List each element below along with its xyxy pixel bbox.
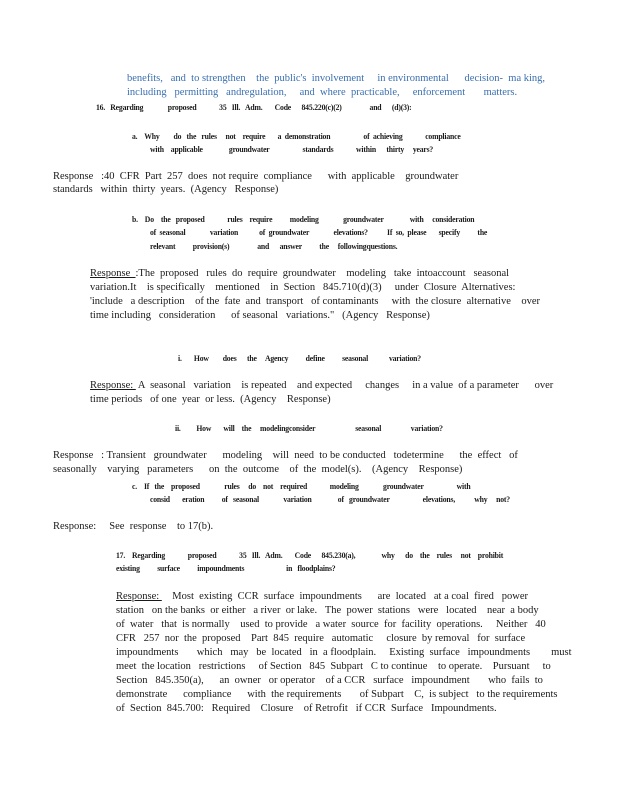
q16bii-question: ii. How will the modelingconsider seasonal variation?: [175, 424, 443, 433]
q16a-response-line-1: Response :40 CFR Part 257 does not require compliance with applicable groundwater: [53, 171, 459, 182]
q17-header-line-1: 17. Regarding proposed 35 Ill. Adm. Code 845.230(a), why do the rules not prohibit: [116, 551, 504, 560]
q17-response-line-2: station on the banks or either a river or lake. The power stations were located near a body: [116, 605, 539, 616]
q16b-question-line-3: relevant provision(s) and answer the followingquestions.: [150, 242, 398, 251]
q16c-question-line-1: c. If the proposed rules do not required modeling groundwater with: [132, 482, 471, 491]
q16bii-response-line-2: seasonally varying parameters on the outcome of the model(s). (Agency Response): [53, 464, 463, 475]
q17-response-line-5: impoundments which may be located in a floodplain. Existing surface impoundments must: [116, 647, 572, 658]
q16-header: 16. Regarding proposed 35 Ill. Adm. Code 845.220(c)(2) and (d)(3):: [96, 103, 412, 112]
q17-response-line-1: [116, 591, 528, 603]
q17-header-line-2: existing surface impoundments in floodplains?: [116, 564, 336, 573]
top-paragraph-line-1: benefits, and to strengthen the public's involvement in environmental decision- ma king,: [127, 73, 546, 84]
q16b-response-label: Response: [90, 268, 136, 279]
q17-response-line-8: demonstrate compliance with the requirements of Subpart C, is subject to the requirements: [116, 689, 558, 700]
q16bi-question: i. How does the Agency define seasonal variation?: [178, 354, 421, 363]
q16b-response-line-1: [90, 268, 509, 280]
q17-response-line-3: of water that is normally used to provide a water source for facility operations. Neither 40: [116, 619, 546, 630]
q16bi-response-text-1: A seasonal variation is repeated and expected changes in a value of a parameter over: [135, 380, 554, 391]
top-paragraph-line-2: including permitting andregulation, and where practicable, enforcement matters.: [127, 87, 518, 98]
q16c-response: Response: See response to 17(b).: [53, 521, 214, 532]
q16bi-response-label: Response:: [90, 380, 136, 391]
q17-response-line-4: CFR 257 nor the proposed Part 845 require automatic closure by removal for surface: [116, 633, 526, 644]
q16b-response-line-2: variation.It is specifically mentioned in Section 845.710(d)(3) under Closure Alternatives:: [90, 282, 516, 293]
q16c-question-line-2: consid eration of seasonal variation of groundwater elevations, why not?: [150, 495, 510, 504]
q16a-question-line-1: a. Why do the rules not require a demonstration of achieving compliance: [132, 132, 461, 141]
q16a-response-line-2: standards within thirty years. (Agency Response): [53, 184, 279, 195]
q16b-response-text-1: :The proposed rules do require groundwater modeling take intoaccount seasonal: [135, 268, 510, 279]
q16a-question-line-2: with applicable groundwater standards within thirty years?: [150, 145, 434, 154]
q17-response-line-7: Section 845.350(a), an owner or operator of a CCR surface impoundment who fails to: [116, 675, 543, 686]
q16b-response-line-3: 'include a description of the fate and transport of contaminants with the closure alternative over: [90, 296, 541, 307]
q16b-response-line-4: time including consideration of seasonal variations." (Agency Response): [90, 310, 430, 321]
q17-response-line-6: meet the location restrictions of Section 845 Subpart C to continue to operate. Pursuant to: [116, 661, 551, 672]
q17-response-text-1: Most existing CCR surface impoundments are located at a coal fired power: [161, 591, 529, 602]
q16b-question-line-2: of seasonal variation of groundwater elevations? If so, please specify the: [150, 228, 488, 237]
q17-response-line-9: of Section 845.700: Required Closure of Retrofit if CCR Surface Impoundments.: [116, 703, 497, 714]
q16bi-response-line-1: [90, 380, 553, 392]
q16b-question-line-1: b. Do the proposed rules require modeling groundwater with consideration: [132, 215, 475, 224]
q16bi-response-line-2: time periods of one year or less. (Agency Response): [90, 394, 331, 405]
q16bii-response-line-1: Response : Transient groundwater modeling will need to be conducted todetermine the effect of: [53, 450, 518, 461]
q17-response-label: Response:: [116, 591, 162, 602]
